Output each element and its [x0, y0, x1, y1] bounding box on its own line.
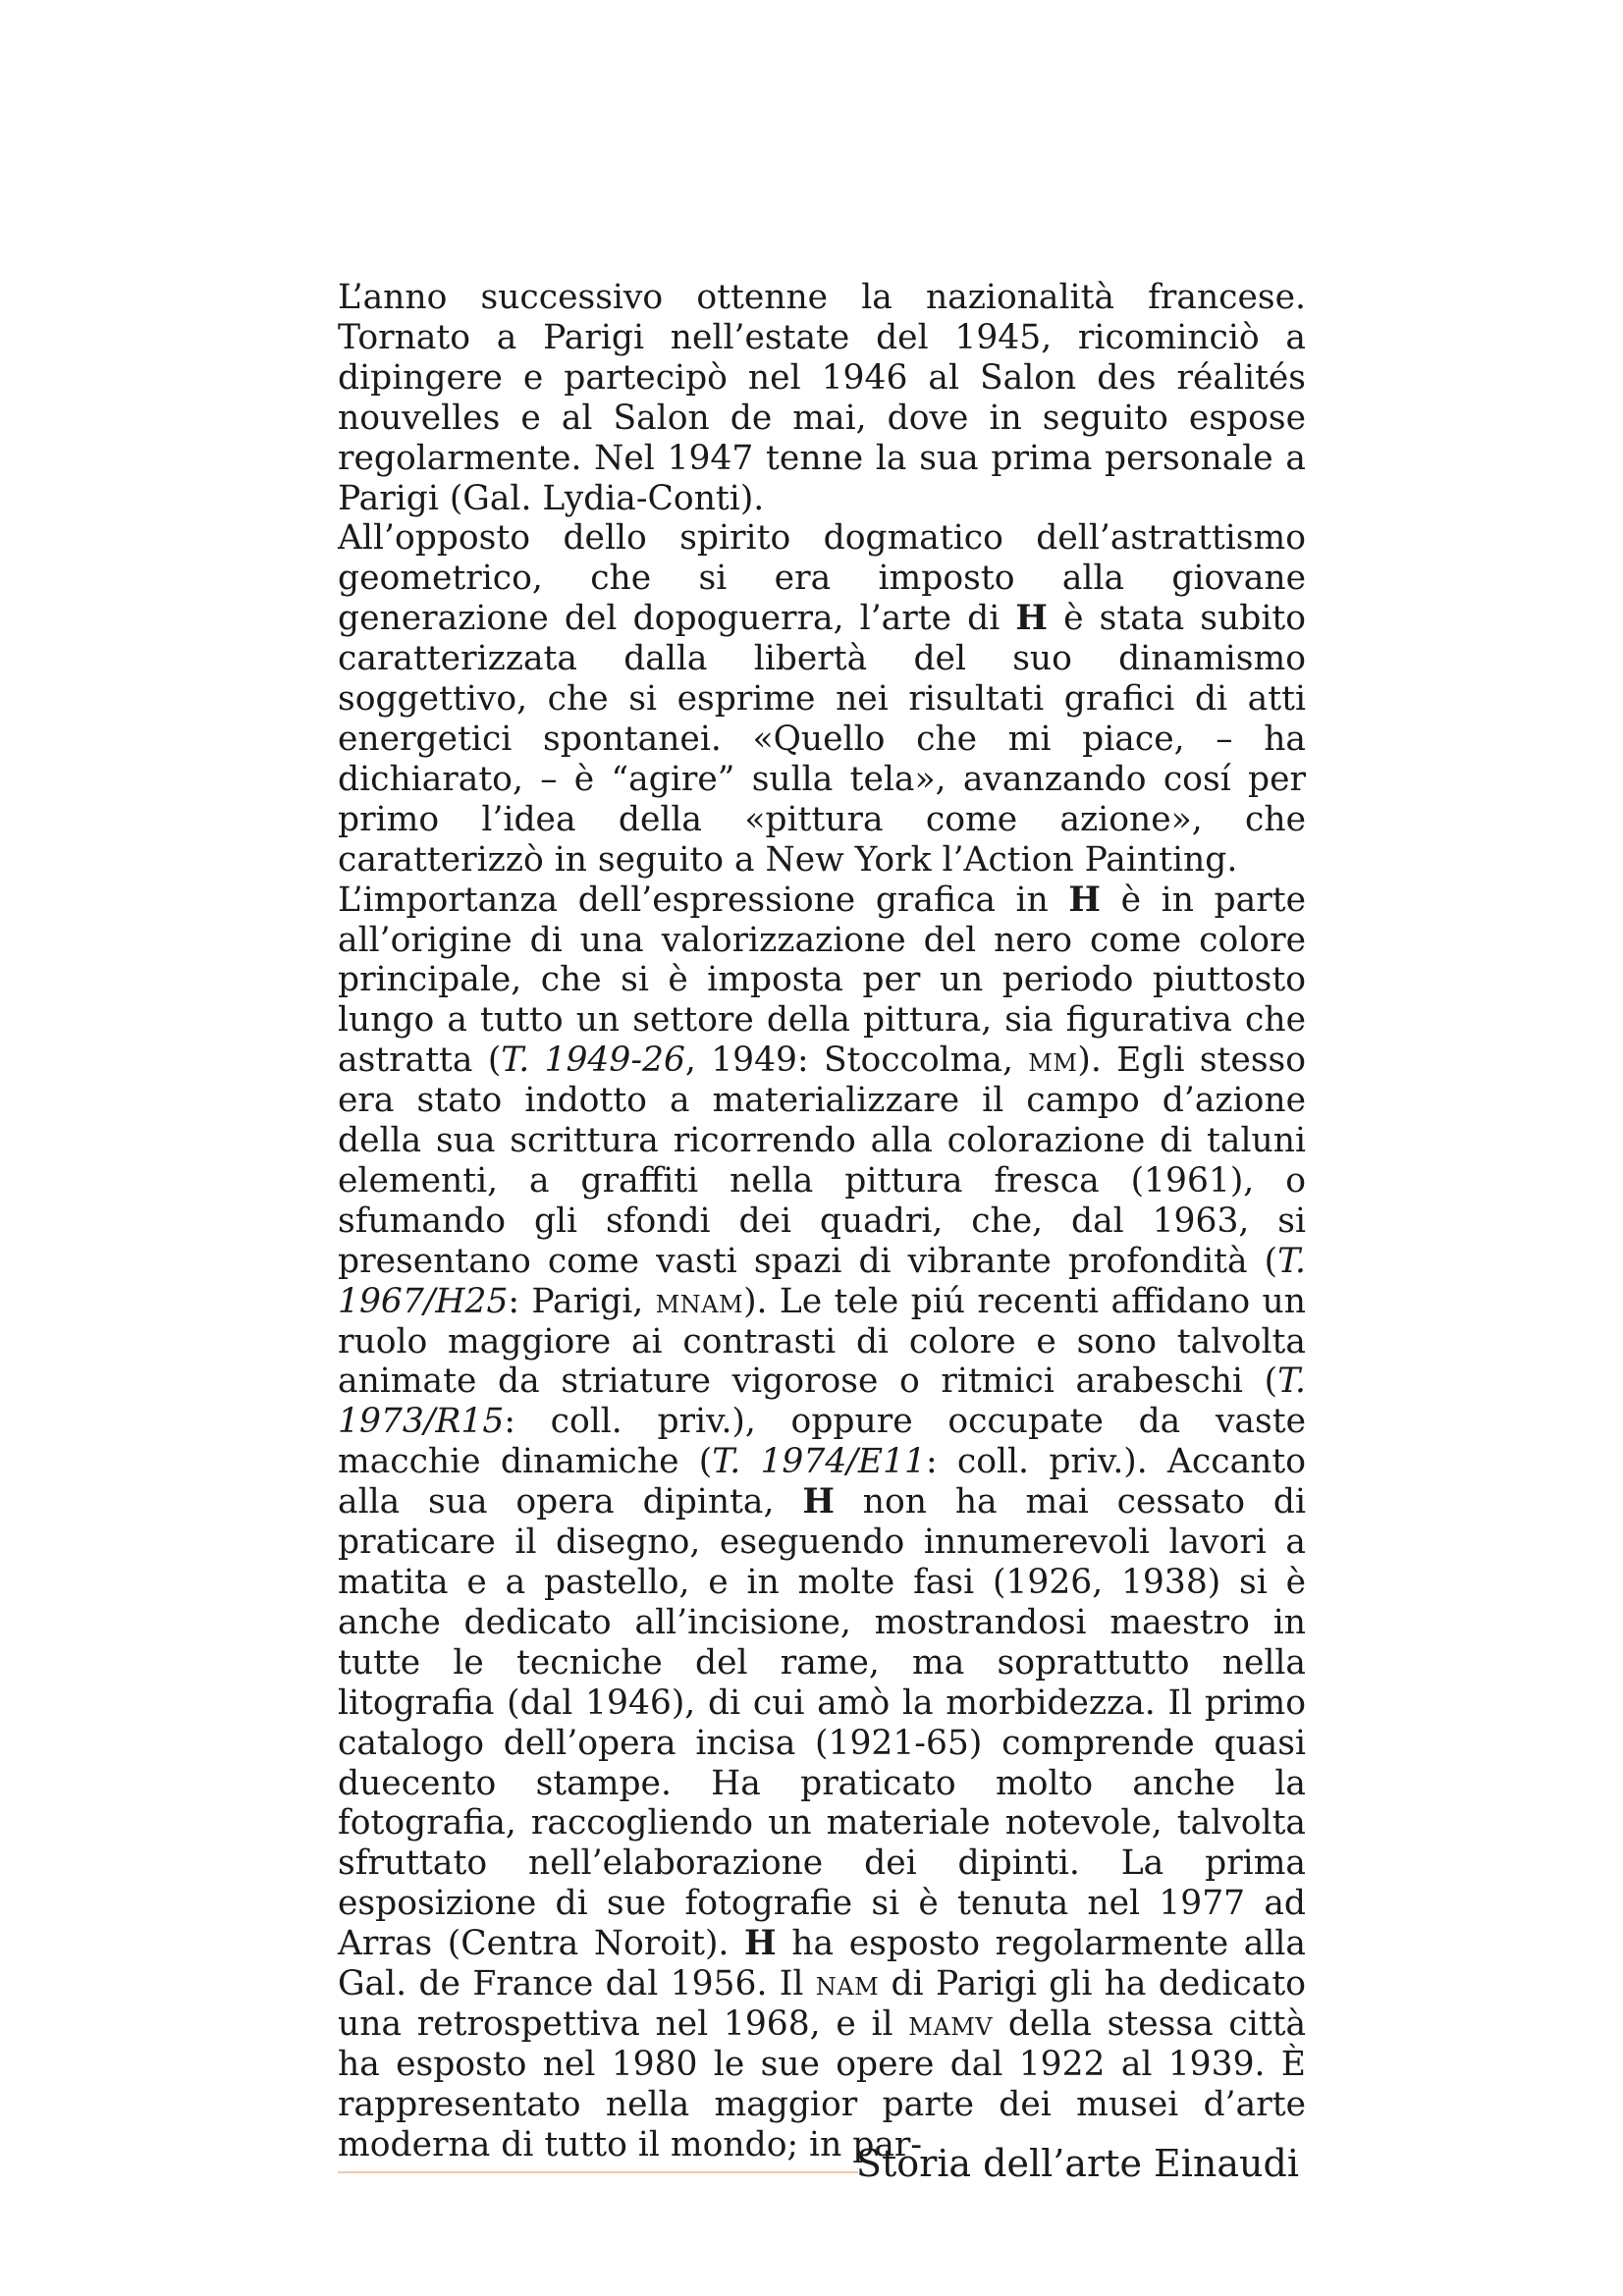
artwork-title: T. 1973/R15 — [338, 1362, 1306, 1442]
footer-rule — [338, 2171, 858, 2173]
museum-abbrev: mamv — [908, 2003, 994, 2044]
museum-abbrev: mnam — [655, 1281, 744, 1321]
body-text — [338, 278, 1306, 2165]
artist-initial: H — [744, 1924, 777, 1964]
footer-title: Storia dell’arte Einaudi — [855, 2142, 1299, 2185]
artist-initial: H — [802, 1482, 835, 1522]
artwork-title: T. 1967/H25 — [338, 1241, 1306, 1321]
artist-initial: H — [1015, 599, 1048, 639]
artwork-title: T. 1974/E11 — [712, 1442, 926, 1482]
paragraph-1: L’anno successivo ottenne la nazionalità francese. Tornato a Parigi nell’estate del 1945, ricominciò a dipingere e partecipò nel 1946 al Salon des réalités nouvelles e al Salon de mai, dove in seguito espose regolarmente. Nel 1947 tenne la sua prima personale a Parigi (Gal. Lydia-Conti). — [338, 278, 1306, 518]
museum-abbrev: nam — [815, 1964, 880, 2004]
museum-abbrev: mm — [1028, 1041, 1078, 1081]
paragraph-3: L’importanza dell’espressione grafica in H è in parte all’origine di una valorizzazione del nero come colore principale, che si è imposta per un periodo piuttosto lungo a tutto un settore della pittura, sia figurativa che astratta (T. 1949-26, 1949: Stoccolma, mm). Egli stesso era stato indotto a materializzare il campo d’azione della sua scrittura ricorrendo alla colorazione di taluni elementi, a graffiti nella pittura fresca (1961), o sfumando gli sfondi dei quadri, che, dal 1963, si presentano come vasti spazi di vibrante profondità (T. 1967/H25: Parigi, mnam). Le tele piú recenti affidano un ruolo maggiore ai contrasti di colore e sono talvolta animate da striature vigorose o ritmici arabeschi (T. 1973/R15: coll. priv.), oppure occupate da vaste macchie dinamiche (T. 1974/E11: coll. priv.). Accanto alla sua opera dipinta, H non ha mai cessato di praticare il disegno, eseguendo innumerevoli lavori a matita e a pastello, e in molte fasi (1926, 1938) si è anche dedicato all’incisione, mostrandosi maestro in tutte le tecniche del rame, ma soprattutto nella litografia (dal 1946), di cui amò la morbidezza. Il primo catalogo dell’opera incisa (1921-65) comprende quasi duecento stampe. Ha praticato molto anche la fotografia, raccogliendo un materiale notevole, talvolta sfruttato nell’elaborazione dei dipinti. La prima esposizione di sue fotografie si è tenuta nel 1977 ad Arras (Centra Noroit). H ha esposto regolarmente alla Gal. de France dal 1956. Il nam di Parigi gli ha dedicato una retrospettiva nel 1968, e il mamv della stessa città ha esposto nel 1980 le sue opere dal 1922 al 1939. È rappresentato nella maggior parte dei musei d’arte moderna di tutto il mondo; in par- — [338, 880, 1307, 2164]
artist-initial: H — [1068, 880, 1102, 920]
artwork-title: T. 1949-26 — [501, 1041, 685, 1081]
paragraph-2: All’opposto dello spirito dogmatico dell’astrattismo geometrico, che si era imposto alla giovane generazione del dopoguerra, l’arte di H è stata subito caratterizzata dalla libertà del suo dinamismo soggettivo, che si esprime nei risultati grafici di atti energetici spontanei. «Quello che mi piace, – ha dichiarato, – è “agire” sulla tela», avanzando cosí per primo l’idea della «pittura come azione», che caratterizzò in seguito a New York l’Action Painting. — [338, 518, 1306, 880]
